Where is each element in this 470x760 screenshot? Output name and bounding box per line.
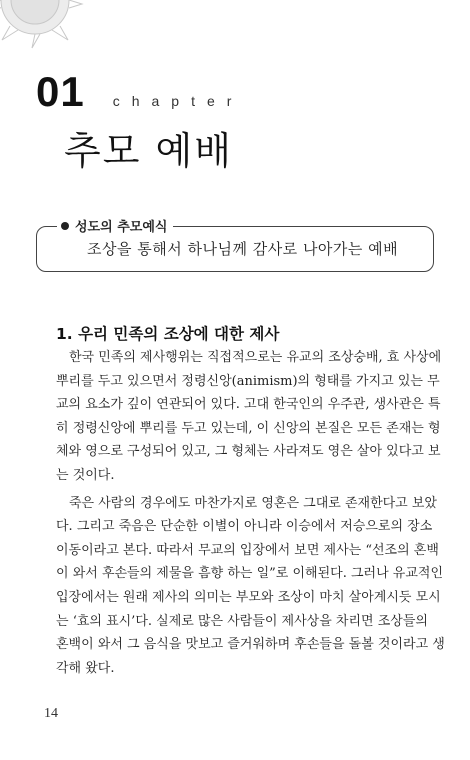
text-line: 각해 왔다. [56, 660, 115, 676]
text-line: 입장에서는 원래 제사의 의미는 부모와 조상이 마치 살아계시듯 모시 [56, 589, 441, 605]
chapter-number: 01 [36, 68, 85, 115]
callout-label-text: 성도의 추모예식 [75, 220, 168, 235]
callout-box [36, 220, 434, 272]
callout-label [57, 216, 173, 235]
callout-text: 조상을 통해서 하나님께 감사로 나아가는 예배 [87, 240, 399, 258]
text-line: 는 ‘효의 표시’다. 실제로 많은 사람들이 제사상을 차리면 조상들의 [56, 613, 428, 629]
text-line: 이 와서 후손들의 제물을 흠향 하는 일”로 이해된다. 그러나 유교적인 [56, 566, 444, 582]
text-line: 혼백이 와서 그 음식을 맛보고 즐거워하며 후손들을 돌볼 것이라고 생 [56, 637, 445, 653]
text-line: 이동이라고 본다. 따라서 무교의 입장에서 보면 제사는 “선조의 혼백 [56, 542, 439, 558]
page-number: 14 [44, 706, 58, 721]
text-line: 다. 그리고 죽음은 단순한 이별이 아니라 이승에서 저승으로의 장소 [56, 519, 433, 535]
corner-ornament-icon [0, 0, 90, 50]
chapter-word: chapter [112, 93, 244, 109]
section-heading: 1. 우리 민족의 조상에 대한 제사 [56, 325, 280, 343]
text-line: 교의 요소가 깊이 연관되어 있다. 고대 한국인의 우주관, 생사관은 특 [56, 397, 441, 413]
text-line: 죽은 사람의 경우에도 마찬가지로 영혼은 그대로 존재한다고 보았 [69, 495, 437, 511]
text-line: 체와 영으로 구성되어 있고, 그 형체는 사라져도 영은 살아 있다고 보 [56, 444, 441, 460]
body-text [56, 346, 445, 680]
chapter-title: 추모 예배 [64, 129, 233, 173]
chapter-header [36, 68, 243, 116]
text-line: 는 것이다. [56, 467, 115, 483]
bullet-icon [61, 222, 69, 230]
text-line: 히 정령신앙에 뿌리를 두고 있는데, 이 신앙의 본질은 모든 존재는 형 [56, 420, 441, 436]
text-line: 한국 민족의 제사행위는 직접적으로는 유교의 조상숭배, 효 사상에 [69, 350, 442, 365]
text-line: 뿌리를 두고 있으면서 정령신앙(animism)의 형태를 가지고 있는 무 [56, 373, 440, 389]
